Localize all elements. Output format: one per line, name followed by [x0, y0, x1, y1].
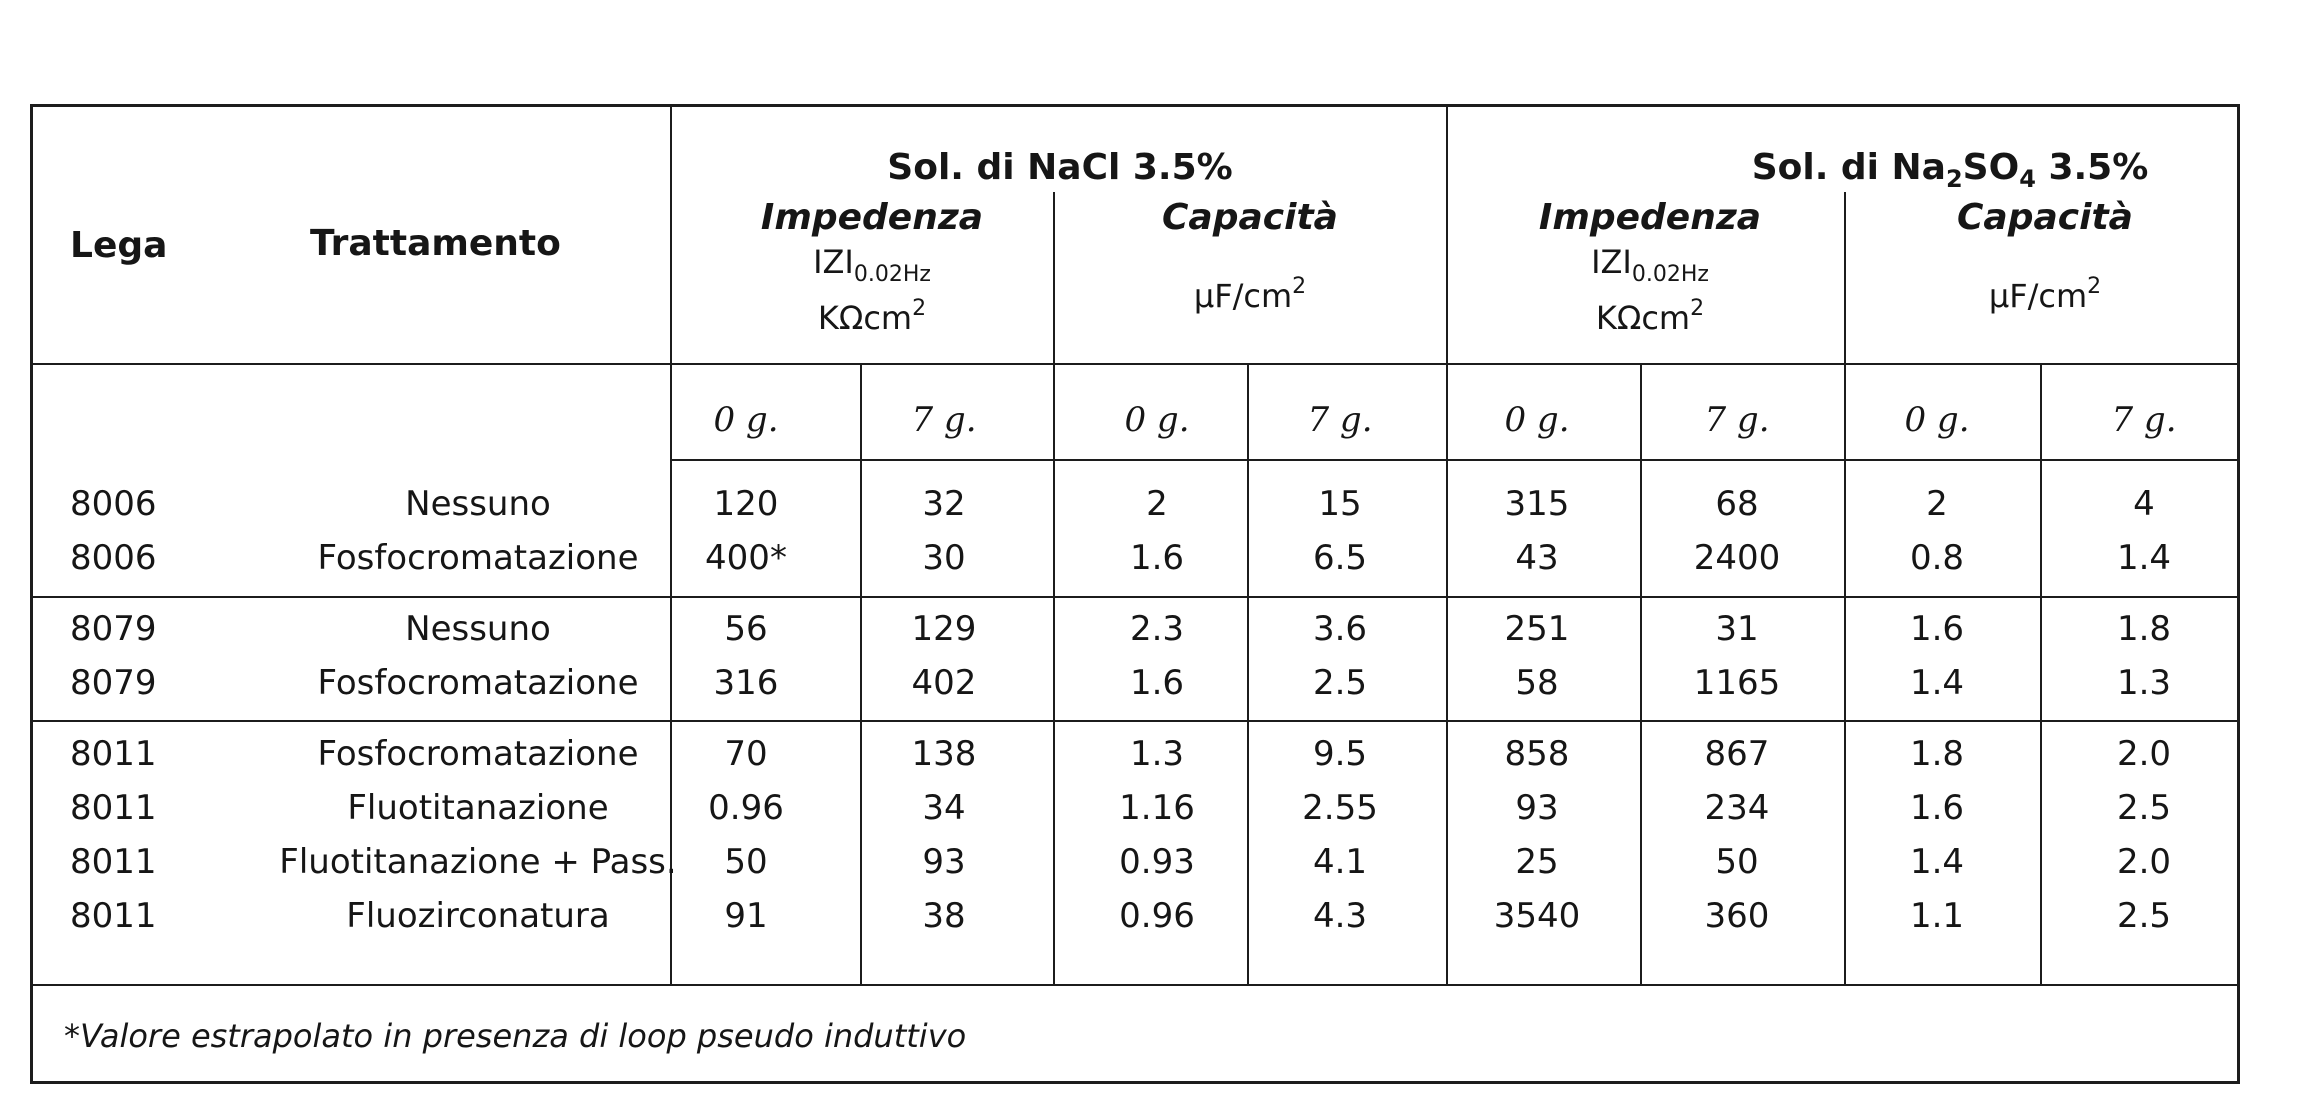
cell-value: 58 [1515, 663, 1559, 703]
cell-value: 93 [922, 842, 966, 882]
cell-value: 2.5 [2116, 788, 2172, 828]
cell-value: 2400 [1693, 538, 1781, 578]
cell-value: 2 [1146, 484, 1168, 524]
cell-lega: 8079 [70, 609, 157, 649]
cell-value: 1.6 [1129, 538, 1185, 578]
column-divider-day-1 [860, 363, 862, 984]
column-divider-na2so4-split [1844, 192, 1846, 984]
cell-value: 6.5 [1312, 538, 1368, 578]
cell-trattamento: Fosfocromatazione [317, 734, 639, 774]
group-nacl-impedenza-label: Impedenza [760, 197, 984, 238]
cell-value: 50 [1715, 842, 1759, 882]
group-nacl-capacita-label: Capacità [1162, 197, 1338, 238]
cell-value: 1165 [1693, 663, 1781, 703]
cell-value: 2.0 [2116, 842, 2172, 882]
cell-lega: 8006 [70, 484, 157, 524]
cell-value: 4.3 [1312, 896, 1368, 936]
group-nacl-capacita-unit: $\mu F/cm^2$ [1193, 274, 1307, 315]
column-divider-day-2 [1247, 363, 1249, 984]
cell-value: 1.6 [1129, 663, 1185, 703]
cell-value: 93 [1515, 788, 1559, 828]
cell-value: 1.1 [1909, 896, 1965, 936]
group-nacl-title: Sol. di NaCl 3.5% [887, 147, 1233, 188]
day-label: 0 g. [1504, 400, 1570, 440]
day-label: 7 g. [2111, 400, 2177, 440]
day-label: 0 g. [1904, 400, 1970, 440]
group-na2so4-impedenza-unit2: KΩcm$^2$ [1595, 296, 1705, 337]
cell-value: 1.4 [2116, 538, 2172, 578]
cell-trattamento: Nessuno [405, 609, 551, 649]
cell-value: 402 [911, 663, 977, 703]
cell-value: 1.6 [1909, 609, 1965, 649]
cell-value: 129 [911, 609, 977, 649]
cell-lega: 8006 [70, 538, 157, 578]
cell-value: 1.8 [1909, 734, 1965, 774]
group-na2so4-impedenza-label: Impedenza [1538, 197, 1762, 238]
cell-value: 43 [1515, 538, 1559, 578]
column-divider-day-4 [2040, 363, 2042, 984]
cell-trattamento: Nessuno [405, 484, 551, 524]
day-label: 7 g. [1307, 400, 1373, 440]
header-divider [30, 363, 2240, 365]
cell-value: 858 [1504, 734, 1570, 774]
cell-lega: 8011 [70, 788, 157, 828]
cell-lega: 8079 [70, 663, 157, 703]
cell-lega: 8011 [70, 896, 157, 936]
cell-value: 25 [1515, 842, 1559, 882]
cell-value: 0.8 [1909, 538, 1965, 578]
cell-value: 38 [922, 896, 966, 936]
cell-value: 1.8 [2116, 609, 2172, 649]
group-na2so4-capacita-label: Capacità [1957, 197, 2133, 238]
cell-value: 4.1 [1312, 842, 1368, 882]
cell-value: 867 [1704, 734, 1770, 774]
footnote-divider [30, 984, 2240, 986]
cell-trattamento: Fluotitanazione + Pass. [279, 842, 677, 882]
cell-trattamento: Fluozirconatura [346, 896, 610, 936]
cell-value: 15 [1318, 484, 1362, 524]
cell-value: 2.5 [1312, 663, 1368, 703]
cell-trattamento: Fosfocromatazione [317, 538, 639, 578]
cell-value: 138 [911, 734, 977, 774]
group-divider-8079 [30, 720, 2240, 722]
header-trattamento: Trattamento [310, 223, 561, 264]
cell-lega: 8011 [70, 734, 157, 774]
cell-trattamento: Fosfocromatazione [317, 663, 639, 703]
cell-value: 56 [724, 609, 768, 649]
cell-value: 2.0 [2116, 734, 2172, 774]
column-divider-solution [1446, 104, 1448, 984]
column-divider-nacl-split [1053, 192, 1055, 984]
cell-value: 1.3 [2116, 663, 2172, 703]
cell-value: 120 [713, 484, 779, 524]
cell-trattamento: Fluotitanazione [347, 788, 609, 828]
group-na2so4-impedenza-unit: $IZI_{0.02Hz}$ [1591, 243, 1709, 287]
group-nacl-impedenza-unit: $IZI_{0.02Hz}$ [813, 243, 931, 287]
cell-value: 70 [724, 734, 768, 774]
cell-value: 4 [2133, 484, 2155, 524]
day-row-divider [670, 459, 2240, 461]
cell-value: 2.55 [1302, 788, 1378, 828]
cell-value: 315 [1504, 484, 1570, 524]
day-label: 7 g. [911, 400, 977, 440]
cell-value: 1.16 [1119, 788, 1195, 828]
footnote: *Valore estrapolato in presenza di loop pseudo induttivo [64, 1017, 967, 1055]
cell-value: 0.93 [1119, 842, 1195, 882]
cell-value: 50 [724, 842, 768, 882]
cell-value: 400* [705, 538, 787, 578]
cell-lega: 8011 [70, 842, 157, 882]
cell-value: 3.6 [1312, 609, 1368, 649]
cell-value: 32 [922, 484, 966, 524]
cell-value: 31 [1715, 609, 1759, 649]
cell-value: 251 [1504, 609, 1570, 649]
cell-value: 1.4 [1909, 842, 1965, 882]
cell-value: 30 [922, 538, 966, 578]
cell-value: 1.6 [1909, 788, 1965, 828]
day-label: 7 g. [1704, 400, 1770, 440]
cell-value: 68 [1715, 484, 1759, 524]
cell-value: 9.5 [1312, 734, 1368, 774]
cell-value: 234 [1704, 788, 1770, 828]
cell-value: 2.5 [2116, 896, 2172, 936]
cell-value: 360 [1704, 896, 1770, 936]
cell-value: 1.4 [1909, 663, 1965, 703]
group-nacl-impedenza-unit2: KΩcm$^2$ [817, 296, 927, 337]
cell-value: 0.96 [1119, 896, 1195, 936]
day-label: 0 g. [1124, 400, 1190, 440]
cell-value: 2.3 [1129, 609, 1185, 649]
column-divider-day-3 [1640, 363, 1642, 984]
header-lega: Lega [70, 225, 168, 266]
cell-value: 0.96 [708, 788, 784, 828]
day-label: 0 g. [713, 400, 779, 440]
cell-value: 1.3 [1129, 734, 1185, 774]
cell-value: 316 [713, 663, 779, 703]
cell-value: 91 [724, 896, 768, 936]
cell-value: 2 [1926, 484, 1948, 524]
group-na2so4-capacita-unit: $\mu F/cm^2$ [1988, 274, 2102, 315]
cell-value: 34 [922, 788, 966, 828]
group-divider-8006 [30, 596, 2240, 598]
group-na2so4-title: Sol. di $Na_2SO_4$ 3.5% [1751, 147, 2149, 193]
cell-value: 3540 [1493, 896, 1581, 936]
